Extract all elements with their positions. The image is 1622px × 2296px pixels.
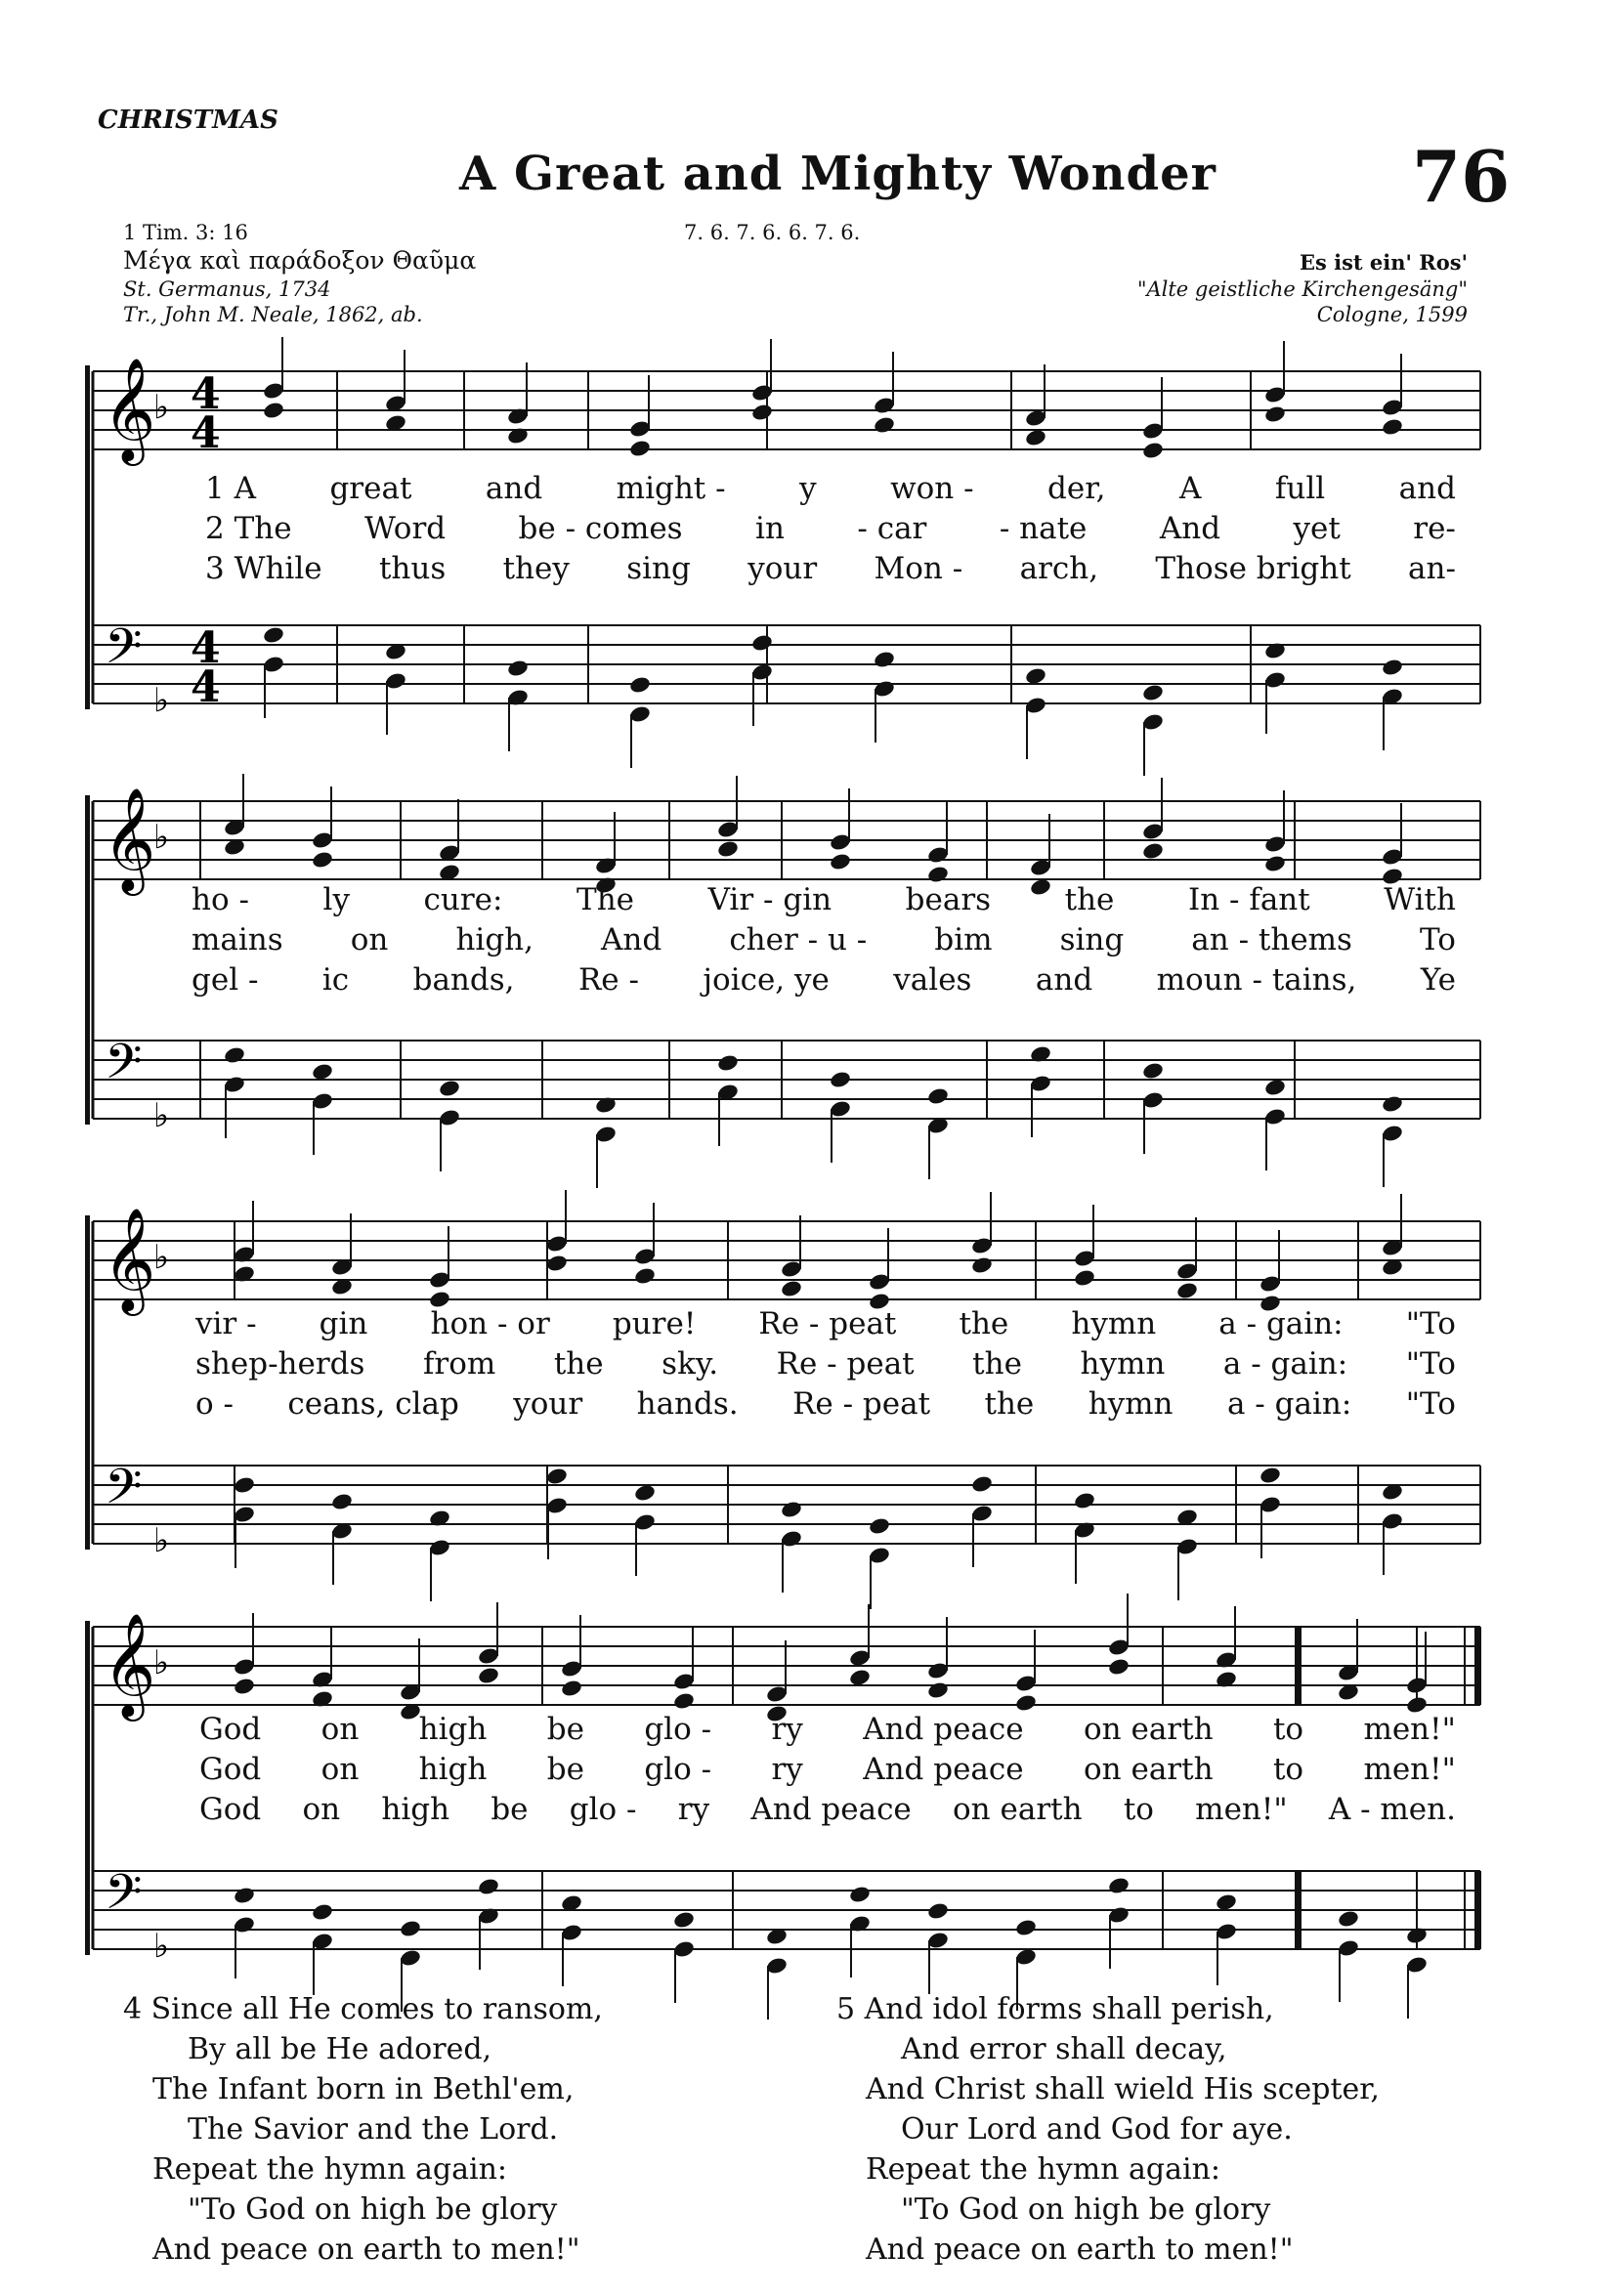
lyric-syllable: men!" <box>1195 1792 1288 1827</box>
lyric-syllable: Re - <box>577 962 639 998</box>
lyric-syllable: on earth <box>953 1792 1083 1827</box>
lyric-syllable: Mon - <box>874 551 963 586</box>
lyric-syllable: on <box>320 1712 360 1747</box>
note-head <box>506 659 530 678</box>
lyric-syllable: Word <box>364 511 447 546</box>
lyric-syllable: shep-herds <box>195 1346 365 1382</box>
note-head <box>1381 1094 1404 1114</box>
lyric-syllable: glo - <box>569 1792 637 1827</box>
note-head <box>399 1919 422 1938</box>
author: St. Germanus, 1734 <box>123 277 331 301</box>
verse-text: And error shall decay, <box>901 2032 1227 2066</box>
note-head <box>633 1266 657 1286</box>
note-head <box>750 403 774 422</box>
lyric-syllable: bim <box>934 922 993 957</box>
lyric-syllable: With <box>1384 882 1456 917</box>
lyric-line <box>195 1306 1456 1341</box>
lyric-syllable: A - men. <box>1328 1792 1456 1827</box>
verse-text: Our Lord and God for aye. <box>901 2112 1293 2147</box>
note-head <box>560 1679 583 1698</box>
note-head <box>1337 1909 1360 1929</box>
note-head <box>223 1045 246 1065</box>
note-head <box>1381 417 1404 437</box>
lyric-syllable: - nate <box>999 511 1088 546</box>
note-head <box>672 1691 696 1711</box>
lyric-syllable: And <box>1159 511 1221 546</box>
verse-line <box>836 2230 1380 2270</box>
tune-name: Es ist ein' Ros' <box>1299 250 1468 275</box>
note-head <box>750 633 774 653</box>
lyric-syllable: to <box>1272 1712 1304 1747</box>
treble-clef-icon: 𝄞 <box>103 357 156 461</box>
lyric-syllable: they <box>502 551 570 586</box>
lyric-syllable: sky. <box>662 1346 719 1382</box>
note-head <box>330 1492 354 1511</box>
lyric-syllable: moun - tains, <box>1156 962 1357 998</box>
verse-line <box>836 1989 1380 2029</box>
lyric-line <box>205 471 1456 506</box>
final-barline <box>1474 1871 1481 1949</box>
note-head <box>628 675 652 695</box>
thick-barline <box>1295 1627 1302 1705</box>
lyric-syllable: A <box>1179 471 1202 506</box>
lyric-syllable: a - gain: <box>1218 1306 1344 1341</box>
lyric-line <box>192 882 1456 917</box>
system-bracket <box>85 795 90 1125</box>
note-head <box>970 1474 994 1494</box>
lyric-syllable: hymn <box>1080 1346 1166 1382</box>
note-head <box>1215 1892 1238 1912</box>
note-head <box>1263 854 1287 873</box>
lyric-syllable: The <box>576 882 635 917</box>
final-barline <box>1474 1627 1481 1705</box>
lyric-syllable: Ye <box>1420 962 1456 998</box>
note-head <box>1014 1693 1038 1713</box>
note-head <box>477 1666 500 1685</box>
lyric-line <box>199 1712 1456 1747</box>
lyric-syllable: And peace <box>750 1792 912 1827</box>
lyric-syllable: Vir - gin <box>707 882 832 917</box>
lyric-syllable: vales <box>893 962 972 998</box>
lyric-syllable: be <box>546 1752 584 1787</box>
verse-line <box>836 2149 1380 2190</box>
lyric-syllable: mains <box>192 922 283 957</box>
flat-icon: ♭ <box>153 1521 170 1560</box>
verse-text: Repeat the hymn again: <box>152 2152 508 2187</box>
verse-line <box>836 2109 1380 2149</box>
note-head <box>311 850 334 870</box>
flat-icon: ♭ <box>153 1096 170 1135</box>
note-head <box>873 415 896 435</box>
note-head <box>780 1279 803 1298</box>
flat-icon: ♭ <box>153 818 170 857</box>
verse-text: And Christ shall wield His scepter, <box>866 2072 1380 2106</box>
note-head <box>1259 1466 1282 1485</box>
verse-line <box>836 2069 1380 2109</box>
lyric-syllable: to <box>1272 1752 1304 1787</box>
note-head <box>233 1475 256 1495</box>
lyric-syllable: ho - <box>192 882 249 917</box>
lyric-line <box>205 551 1456 586</box>
verse-text: "To God on high be glory <box>188 2192 558 2227</box>
verse-text: "To God on high be glory <box>901 2192 1271 2227</box>
verse-text: And peace on earth to men!" <box>152 2232 580 2267</box>
note-head <box>926 1901 950 1921</box>
note-head <box>233 1677 256 1696</box>
lyric-syllable: the <box>959 1306 1009 1341</box>
bass-clef-icon: 𝄢 <box>105 618 143 687</box>
verse-line <box>123 2109 603 2149</box>
lyric-syllable: might - <box>616 471 726 506</box>
scripture-reference: 1 Tim. 3: 16 <box>123 221 248 244</box>
lyric-syllable: and <box>1035 962 1093 998</box>
note-head <box>780 1500 803 1519</box>
lyric-syllable: an - thems <box>1191 922 1352 957</box>
lyric-syllable: ly <box>322 882 350 917</box>
note-head <box>1073 1268 1096 1288</box>
note-head <box>1014 1918 1038 1937</box>
lyric-syllable: God <box>199 1712 262 1747</box>
verse-line <box>123 2190 603 2230</box>
verse-line <box>123 2029 603 2069</box>
time-signature: 4 <box>191 369 221 419</box>
verse-5 <box>836 1989 1380 2270</box>
note-head <box>1024 428 1047 447</box>
note-head <box>868 1516 891 1536</box>
note-head <box>1024 666 1047 686</box>
lyric-syllable: "To <box>1405 1346 1456 1382</box>
note-head <box>873 650 896 669</box>
lyric-syllable: the <box>984 1386 1035 1422</box>
verse-line <box>123 2230 603 2270</box>
lyric-syllable: on <box>302 1792 341 1827</box>
lyric-syllable: Those bright <box>1155 551 1351 586</box>
bass-clef-icon: 𝄢 <box>105 1864 143 1933</box>
note-head <box>262 401 285 420</box>
lyric-syllable: won - <box>890 471 974 506</box>
lyric-syllable: And peace <box>863 1752 1024 1787</box>
note-head <box>1263 404 1287 424</box>
verse-4 <box>123 1989 603 2270</box>
lyric-syllable: In - fant <box>1187 882 1310 917</box>
lyric-syllable: ceans, clap <box>287 1386 459 1422</box>
time-signature: 4 <box>191 623 221 673</box>
lyric-syllable: glo - <box>644 1752 712 1787</box>
lyric-syllable: be <box>491 1792 529 1827</box>
tune-origin: Cologne, 1599 <box>1316 303 1468 326</box>
lyric-syllable: And <box>601 922 662 957</box>
verse-number: 4 <box>123 1992 151 2026</box>
lyric-syllable: and <box>485 471 543 506</box>
lyric-syllable: gel - <box>192 962 259 998</box>
lyric-syllable: high <box>381 1792 450 1827</box>
note-head <box>926 1680 950 1700</box>
note-head <box>545 1467 569 1486</box>
lyric-syllable: bears <box>905 882 992 917</box>
lyric-syllable: hymn <box>1071 1306 1157 1341</box>
lyric-line <box>192 922 1456 957</box>
lyric-syllable: hands. <box>636 1386 739 1422</box>
lyric-syllable: y <box>799 471 817 506</box>
lyric-syllable: To <box>1420 922 1456 957</box>
lyric-syllable: men!" <box>1363 1712 1456 1747</box>
note-head <box>829 852 852 872</box>
note-head <box>1141 683 1165 702</box>
lyric-syllable: the <box>972 1346 1022 1382</box>
note-head <box>1175 1281 1199 1300</box>
lyric-syllable: yet <box>1293 511 1341 546</box>
lyric-syllable: be - comes <box>518 511 683 546</box>
lyric-syllable: on earth <box>1084 1712 1214 1747</box>
lyric-syllable: from <box>422 1346 496 1382</box>
lyric-syllable: on <box>320 1752 360 1787</box>
treble-clef-icon: 𝄞 <box>103 1612 156 1717</box>
time-signature: 4 <box>191 408 221 458</box>
lyric-syllable: cure: <box>423 882 503 917</box>
note-head <box>926 1086 950 1106</box>
verse-text: And idol forms shall perish, <box>864 1992 1274 2026</box>
lyric-syllable: thus <box>378 551 447 586</box>
lyric-line <box>199 1792 1456 1827</box>
lyric-syllable: And peace <box>863 1712 1024 1747</box>
section-label: CHRISTMAS <box>98 106 278 135</box>
lyric-syllable: 2 The <box>205 511 292 546</box>
lyric-syllable: sing <box>1059 922 1125 957</box>
lyric-syllable: cher - u - <box>729 922 868 957</box>
lyric-syllable: full <box>1274 471 1326 506</box>
note-head <box>672 1910 696 1930</box>
lyric-syllable: 3 While <box>205 551 322 586</box>
verse-line <box>123 2069 603 2109</box>
bass-clef-icon: 𝄢 <box>105 1459 143 1527</box>
note-head <box>438 1079 461 1098</box>
note-head <box>829 1070 852 1089</box>
lyric-syllable: re- <box>1413 511 1456 546</box>
verse-number: 5 <box>836 1992 865 2026</box>
system-bracket <box>85 365 90 709</box>
tune-source: "Alte geistliche Kirchengesäng" <box>1136 277 1468 301</box>
thick-barline <box>1295 1871 1302 1949</box>
lyric-syllable: - car <box>857 511 927 546</box>
lyric-syllable: vir - <box>195 1306 257 1341</box>
lyric-syllable: great <box>329 471 412 506</box>
note-head <box>1263 1078 1287 1097</box>
lyric-syllable: joice, ye <box>703 962 830 998</box>
lyric-syllable: high, <box>455 922 534 957</box>
note-head <box>633 1483 657 1503</box>
hymn-title: A Great and Mighty Wonder <box>459 147 1216 201</box>
note-head <box>716 1053 740 1073</box>
verse-text: The Savior and the Lord. <box>188 2112 559 2147</box>
verse-text: Since all He comes to ransom, <box>150 1992 603 2026</box>
note-head <box>477 1877 500 1896</box>
note-head <box>311 1062 334 1082</box>
lyric-syllable: hymn <box>1088 1386 1174 1422</box>
lyric-syllable: glo - <box>644 1712 712 1747</box>
note-head <box>1107 1657 1131 1677</box>
lyric-line <box>199 1752 1456 1787</box>
lyric-syllable: a - gain: <box>1226 1386 1352 1422</box>
note-head <box>1141 1061 1165 1081</box>
lyric-syllable: high <box>418 1752 488 1787</box>
lyric-syllable: your <box>513 1386 583 1422</box>
bass-clef-icon: 𝄢 <box>105 1034 143 1102</box>
note-head <box>628 439 652 458</box>
lyric-syllable: sing <box>626 551 691 586</box>
hymn-number: 76 <box>1412 135 1511 218</box>
note-head <box>545 1254 569 1273</box>
note-head <box>1141 841 1165 861</box>
flat-icon: ♭ <box>153 681 170 720</box>
note-head <box>1381 658 1404 677</box>
lyric-syllable: the <box>553 1346 604 1382</box>
lyric-syllable: der, <box>1047 471 1106 506</box>
note-head <box>716 839 740 859</box>
verse-line <box>123 2149 603 2190</box>
lyric-syllable: ry <box>771 1712 803 1747</box>
lyric-syllable: to <box>1123 1792 1154 1827</box>
lyric-syllable: ic <box>321 962 350 998</box>
lyric-syllable: o - <box>195 1386 234 1422</box>
treble-clef-icon: 𝄞 <box>103 1207 156 1311</box>
system-bracket <box>85 1215 90 1550</box>
lyric-syllable: on <box>350 922 389 957</box>
lyric-syllable: pure! <box>612 1306 697 1341</box>
meter: 7. 6. 7. 6. 6. 7. 6. <box>684 221 861 244</box>
verse-text: Repeat the hymn again: <box>866 2152 1221 2187</box>
lyric-syllable: 1 A <box>205 471 256 506</box>
lyric-syllable: hon - or <box>430 1306 550 1341</box>
note-head <box>311 1902 334 1922</box>
lyric-line <box>192 962 1456 998</box>
lyric-syllable: and <box>1398 471 1456 506</box>
lyric-line <box>195 1346 1456 1382</box>
lyric-syllable: gin <box>319 1306 368 1341</box>
translator: Tr., John M. Neale, 1862, ab. <box>123 303 423 326</box>
lyric-syllable: "To <box>1405 1386 1456 1422</box>
note-head <box>1141 441 1165 460</box>
lyric-syllable: high <box>418 1712 488 1747</box>
lyric-syllable: a - gain: <box>1222 1346 1348 1382</box>
flat-icon: ♭ <box>153 388 170 427</box>
lyric-syllable: ry <box>677 1792 710 1827</box>
lyric-syllable: Re - peat <box>776 1346 915 1382</box>
lyric-syllable: Re - peat <box>758 1306 897 1341</box>
lyric-syllable: bands, <box>412 962 515 998</box>
lyric-line <box>195 1386 1456 1422</box>
verse-line <box>836 2029 1380 2069</box>
lyric-syllable: men!" <box>1363 1752 1456 1787</box>
lyric-syllable: arch, <box>1019 551 1099 586</box>
lyric-syllable: the <box>1064 882 1115 917</box>
time-signature: 4 <box>191 662 221 712</box>
lyric-syllable: God <box>199 1792 262 1827</box>
note-head <box>848 1885 872 1904</box>
lyric-syllable: an- <box>1408 551 1456 586</box>
treble-clef-icon: 𝄞 <box>103 787 156 891</box>
lyric-syllable: be <box>546 1712 584 1747</box>
note-head <box>970 1255 994 1275</box>
note-head <box>262 625 285 645</box>
note-head <box>848 1668 872 1687</box>
lyric-syllable: Re - peat <box>792 1386 931 1422</box>
note-head <box>1107 1876 1131 1895</box>
flat-icon: ♭ <box>153 1238 170 1277</box>
system-bracket <box>85 1621 90 1955</box>
note-head <box>926 865 950 884</box>
note-head <box>233 1886 256 1905</box>
verse-line <box>836 2190 1380 2230</box>
lyric-syllable: "To <box>1405 1306 1456 1341</box>
verse-text: By all be He adored, <box>188 2032 492 2066</box>
lyric-syllable: God <box>199 1752 262 1787</box>
original-title: Μέγα καὶ παράδοξον Θαῦμα <box>123 246 477 275</box>
note-head <box>1073 1491 1096 1510</box>
flat-icon: ♭ <box>153 1643 170 1682</box>
lyric-syllable: ry <box>771 1752 803 1787</box>
lyric-line <box>205 511 1456 546</box>
verse-text: And peace on earth to men!" <box>866 2232 1294 2267</box>
verse-line <box>123 1989 603 2029</box>
lyric-syllable: your <box>747 551 818 586</box>
lyric-syllable: in <box>755 511 785 546</box>
lyric-syllable: on earth <box>1084 1752 1214 1787</box>
verse-text: The Infant born in Bethl'em, <box>152 2072 575 2106</box>
flat-icon: ♭ <box>153 1927 170 1966</box>
